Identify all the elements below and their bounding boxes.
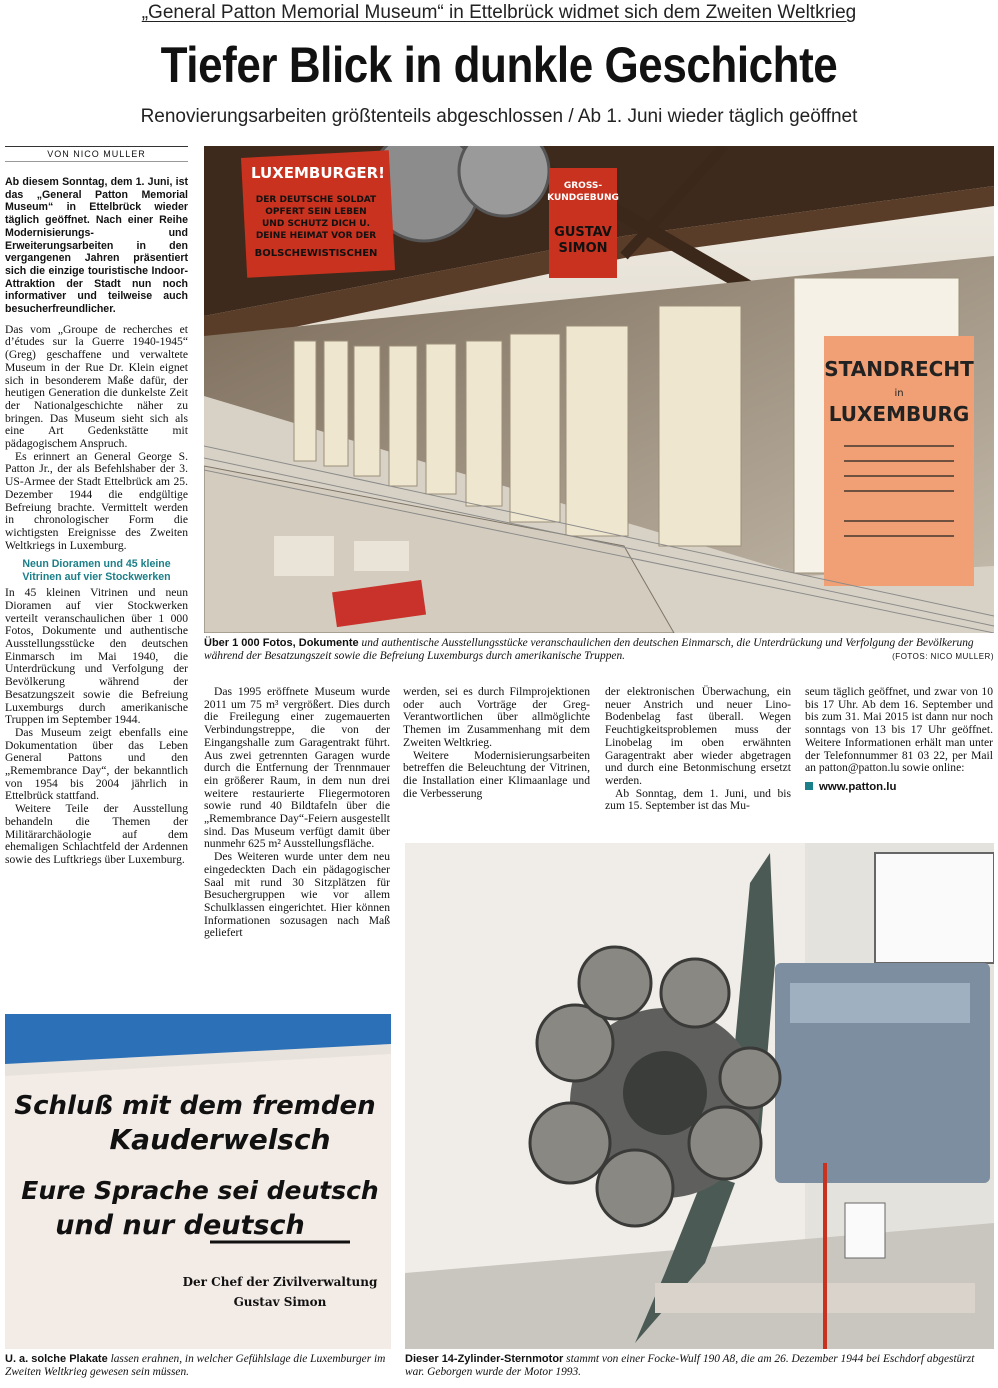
paragraph: Das Museum zeigt ebenfalls eine Dokumentation über das Leben General Pattons und den „Remembrance Day“, der bekanntlich von 1954 bis 2004 jährlich in Ettelbrück stattfand. bbox=[5, 725, 188, 803]
caption-engine bbox=[405, 1353, 994, 1379]
column-3 bbox=[403, 686, 590, 800]
poster-red-line-6: BOLSCHEWISTISCHEN bbox=[254, 248, 378, 259]
poster-line-2: Kauderwelsch bbox=[109, 1123, 331, 1156]
poster-red-line-5: DEINE HEIMAT VOR DER bbox=[255, 231, 377, 241]
paragraph: Das 1995 eröffnete Museum wurde 2011 um 75 m³ vergrößert. Dies durch die Freilegung einer zugemauerten Verbindungstreppe, die von der Eingangshalle zum Garagentrakt führt. Aus zwei getrennten Garagen wurde durch die Entfernung der Trennmauer ein größerer Raum, in dem nun drei weitere restaurierte Fliegermotoren sowie rund 40 Bildtafeln über die „Remembrance Day“-Feiern ausgestellt sind. Das Museum verfügt damit über nunmehr 625 m² Ausstellungsfläche. bbox=[204, 685, 390, 851]
poster-red-line-2: DER DEUTSCHE SOLDAT bbox=[255, 195, 377, 205]
caption-bold: U. a. solche Plakate bbox=[5, 1353, 108, 1365]
lead-paragraph: Ab diesem Sonntag, dem 1. Juni, ist das „General Patton Memorial Museum“ in Ettelbrück wieder täglich geöffnet. Nach einer Reihe Modernisierungs- und Erweiterungsarbeiten in den vergangenen Jahren präsentiert sich die einzige touristische Indoor-Attraktion der Stadt nun noch informativer und teilweise auch besucherfreundlicher. bbox=[5, 176, 188, 316]
kicker bbox=[0, 2, 998, 24]
poster-line-1: Schluß mit dem fremden bbox=[14, 1091, 376, 1121]
column-2 bbox=[204, 686, 390, 940]
standrecht-line-2: in bbox=[894, 388, 904, 399]
paragraph: Es erinnert an General George S. Patton Jr., der als Befehlshaber der 3. US-Armee der Stadt Ettelbrück am 25. Dezember 1944 die endgültige Befreiung brachte. Vermittelt werden in chronologischer Form die wichtigsten Ereignisse des Zweiten Weltkriegs in Luxemburg. bbox=[5, 449, 188, 552]
photo-poster bbox=[5, 1014, 391, 1349]
engine-image bbox=[405, 843, 994, 1349]
photo-museum-hall bbox=[204, 146, 994, 633]
poster-gross-line-4: SIMON bbox=[558, 241, 608, 256]
photo-credit: (FOTOS: NICO MULLER) bbox=[892, 652, 994, 661]
paragraph: Des Weiteren wurde unter dem neu eingedeckten Dach ein pädagogischer Saal mit rund 30 Sitzplätzen für Besuchergruppen wie vor allem Schulklassen eingerichtet. Hier können Informationen sozusagen nach Maß geliefert bbox=[204, 850, 390, 940]
poster-signature-2: Gustav Simon bbox=[233, 1295, 327, 1309]
poster-signature-1: Der Chef der Zivilverwaltung bbox=[182, 1275, 378, 1289]
caption-poster bbox=[5, 1353, 391, 1379]
museum-hall-image bbox=[204, 146, 994, 633]
poster-gross-line-1: GROSS- bbox=[563, 181, 603, 191]
paragraph: seum täglich geöffnet, und zwar von 10 bis 17 Uhr. Ab dem 16. September und bis zum 31. Mai 2015 ist dann nur noch sonntags von 13 bis 17 Uhr geöffnet. Weitere Informationen erhält man unter der Telefonnummer 81 03 22, per Mail an patton@patton.lu sowie online: bbox=[805, 685, 993, 775]
paragraph: der elektronischen Überwachung, ein neuer Anstrich und neuer Lino-Bodenbelag fast überall. Wegen Feuchtigkeitsproblemen muss der Linobelag im oben erwähnten Garagentrakt aber wieder abgetragen und durch eine Betonmischung ersetzt werden. bbox=[605, 685, 791, 787]
standrecht-line-3: LUXEMBURG bbox=[828, 402, 970, 426]
paragraph: Weitere Modernisierungsarbeiten betreffen die Beleuchtung der Vitrinen, die Installation einer Klimaanlage und die Verbesserung bbox=[403, 748, 590, 800]
column-1 bbox=[5, 176, 188, 867]
subhead: Renovierungsarbeiten größtenteils abgeschlossen / Ab 1. Juni wieder täglich geöffnet bbox=[140, 106, 858, 127]
headline: Tiefer Blick in dunkle Geschichte bbox=[160, 37, 838, 93]
caption-museum-hall bbox=[204, 637, 994, 663]
paragraph: Weitere Teile der Ausstellung behandeln die Themen der Militärarchäologie auf dem ehemaligen Schlachtfeld der Ardennen sowie des Luftkriegs über Luxemburg. bbox=[5, 802, 188, 866]
standrecht-line-1: STANDRECHT bbox=[824, 357, 974, 381]
poster-image bbox=[5, 1014, 391, 1349]
poster-line-3: Eure Sprache sei deutsch bbox=[21, 1176, 379, 1205]
kicker-text: „General Patton Memorial Museum“ in Ettelbrück widmet sich dem Zweiten Weltkrieg bbox=[141, 2, 857, 23]
caption-text: lassen erahnen, in welcher Gefühlslage die Luxemburger im Zweiten Weltkrieg gewesen sein müssen. bbox=[5, 1353, 386, 1378]
caption-text: und authentische Ausstellungsstücke veranschaulichen den deutschen Einmarsch, die Unterdrückung und Verfolgung der Bevölkerung während der Besatzungszeit sowie die Befreiung Luxemburgs durch amerikanische Truppen. bbox=[204, 637, 974, 662]
poster-gross-line-3: GUSTAV bbox=[554, 225, 612, 240]
byline: VON NICO MULLER bbox=[5, 146, 188, 162]
photo-engine bbox=[405, 843, 994, 1349]
poster-line-4: und nur deutsch bbox=[55, 1210, 305, 1241]
poster-red-line-4: UND SCHUTZ DICH U. bbox=[262, 219, 370, 229]
paragraph: Das vom „Groupe de recherches et d’études sur la Guerre 1940-1945“ (Greg) geschaffene und verwaltete Museum in der Rue Dr. Klein eignet sich in besonderem Maße dafür, der heutigen Generation die dunkelste Zeit der Nationalgeschichte näher zu bringen. Das Museum sieht sich als eine Art Gedenkstätte mit pädagogischem Anspruch. bbox=[5, 322, 188, 451]
paragraph: In 45 kleinen Vitrinen und neun Dioramen auf vier Stockwerken verteilt veranschaulichen über 1 000 Fotos, Dokumente und authentische Ausstellungsstücke den deutschen Einmarsch im Mai 1940, die Unterdrückung und Verfolgung der Bevölkerung während der Besatzungszeit sowie die Befreiung Luxemburgs durch amerikanische Truppen im September 1944. bbox=[5, 586, 188, 727]
caption-text: stammt von einer Focke-Wulf 190 A8, die am 26. Dezember 1944 bei Eschdorf abgestürzt war. Geborgen wurde der Motor 1993. bbox=[405, 1353, 975, 1378]
subheading: Neun Dioramen und 45 kleine Vitrinen auf vier Stockwerken bbox=[22, 558, 171, 583]
poster-red-line-3: OPFERT SEIN LEBEN bbox=[265, 207, 367, 217]
poster-gross-line-2: KUNDGEBUNG bbox=[547, 193, 619, 203]
caption-bold: Über 1 000 Fotos, Dokumente bbox=[204, 637, 359, 649]
column-5 bbox=[805, 686, 993, 794]
web-link-row bbox=[805, 781, 993, 794]
paragraph: werden, sei es durch Filmprojektionen oder auch Vorträge der Greg-Verantwortlichen über allmöglichte Themen im Zusammenhang mit dem Zweiten Weltkrieg. bbox=[403, 685, 590, 749]
website-link[interactable]: www.patton.lu bbox=[819, 780, 897, 793]
paragraph: Ab Sonntag, dem 1. Juni, und bis zum 15. September ist das Mu- bbox=[605, 786, 791, 813]
poster-red-line-1: LUXEMBURGER! bbox=[250, 164, 386, 182]
square-bullet-icon bbox=[805, 782, 813, 790]
column-4 bbox=[605, 686, 791, 813]
caption-bold: Dieser 14-Zylinder-Sternmotor bbox=[405, 1353, 564, 1365]
